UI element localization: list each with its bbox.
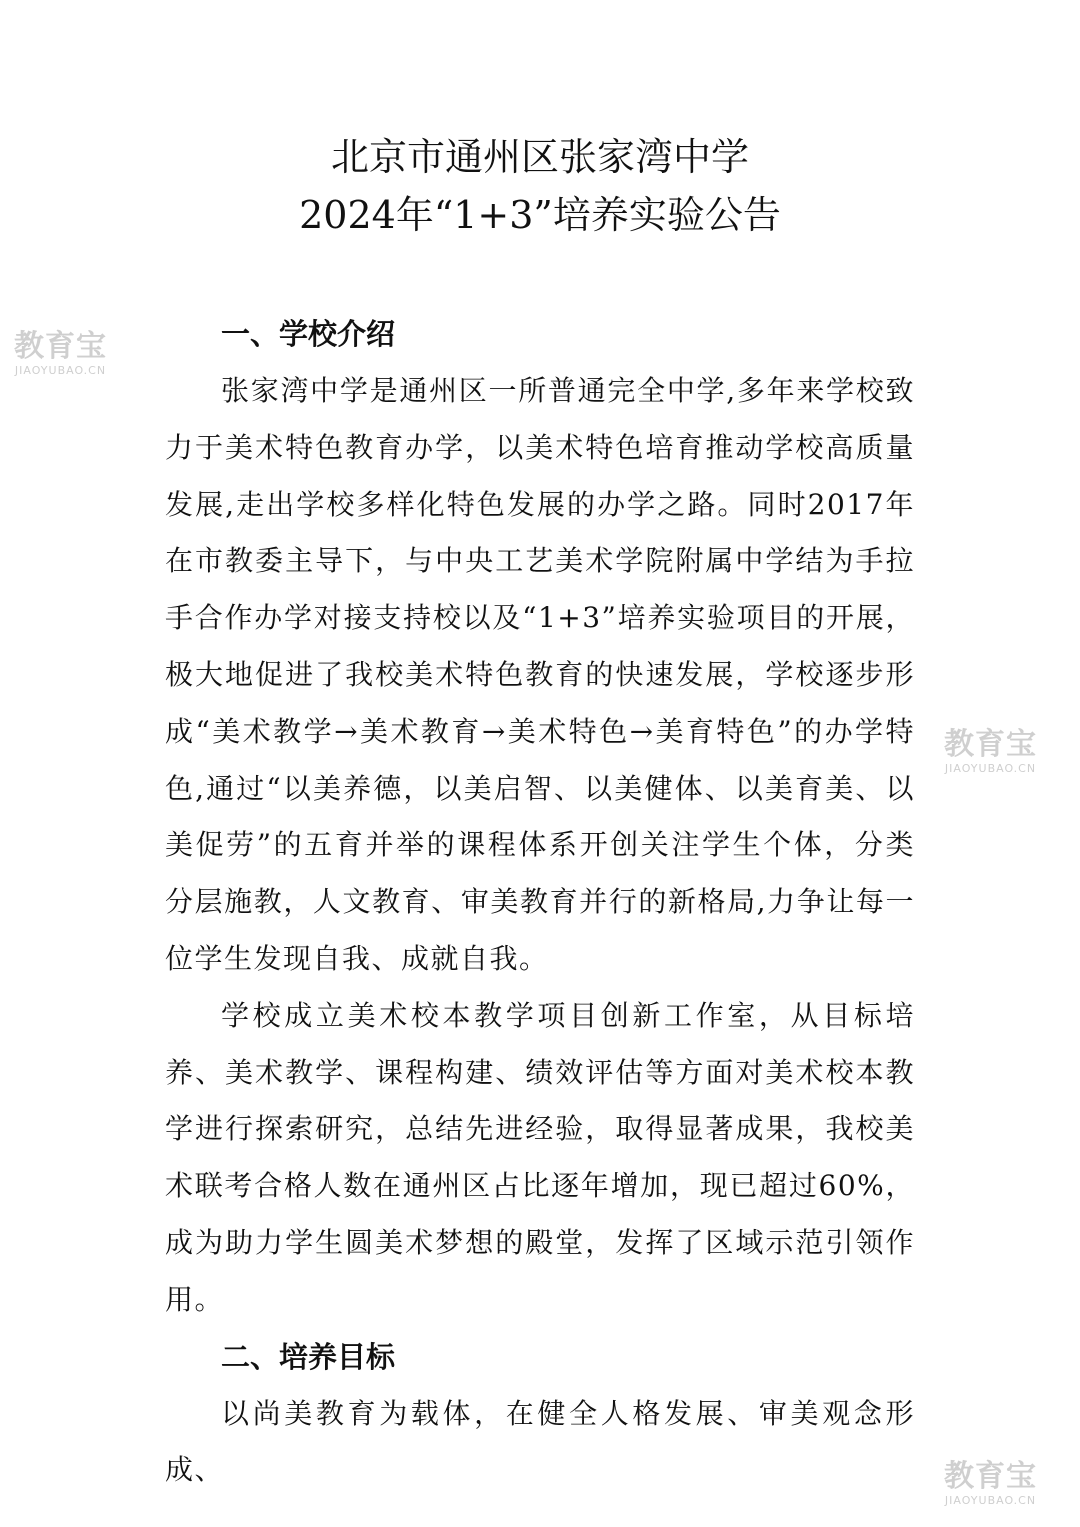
watermark-logo: [944, 728, 1037, 776]
paragraph-school-intro-2: 学校成立美术校本教学项目创新工作室，从目标培养、美术教学、课程构建、绩效评估等方面对美术校本教学进行探索研究，总结先进经验，取得显著成果，我校美术联考合格人数在通州区占比逐年增加，现已超过60%，成为助力学生圆美术梦想的殿堂，发挥了区域示范引领作用。: [165, 998, 915, 1316]
watermark-url: JIAOYUBAO.CN: [944, 1494, 1037, 1507]
title-line-2: 2024年“1+3”培养实验公告: [299, 193, 781, 237]
paragraph-school-intro-1: 张家湾中学是通州区一所普通完全中学,多年来学校致力于美术特色教育办学，以美术特色培育推动学校高质量发展,走出学校多样化特色发展的办学之路。同时2017年在市教委主导下，与中央工艺美术学院附属中学结为手拉手合作办学对接支持校以及“1+3”培养实验项目的开展，极大地促进了我校美术特色教育的快速发展，学校逐步形成“美术教学→美术教育→美术特色→美育特色”的办学特色,通过“以美养德，以美启智、以美健体、以美育美、以美促劳”的五育并举的课程体系开创关注学生个体，分类分层施教，人文教育、审美教育并行的新格局,力争让每一位学生发现自我、成就自我。: [165, 374, 915, 975]
watermark-logo: [14, 330, 107, 378]
document-title: [0, 128, 1080, 244]
watermark-logo: [944, 1460, 1037, 1508]
watermark-url: JIAOYUBAO.CN: [944, 762, 1037, 775]
paragraph-training-goal: 以尚美教育为载体，在健全人格发展、审美观念形成、: [165, 1396, 915, 1487]
section-heading-2: 二、培养目标: [221, 1339, 396, 1374]
title-line-1: 北京市通州区张家湾中学: [330, 135, 749, 179]
watermark-text: 教育宝: [14, 329, 107, 364]
watermark-url: JIAOYUBAO.CN: [14, 364, 107, 377]
watermark-text: 教育宝: [944, 727, 1037, 762]
watermark-text: 教育宝: [944, 1459, 1037, 1494]
section-heading-1: 一、学校介绍: [221, 317, 396, 351]
document-body: [165, 306, 915, 1499]
